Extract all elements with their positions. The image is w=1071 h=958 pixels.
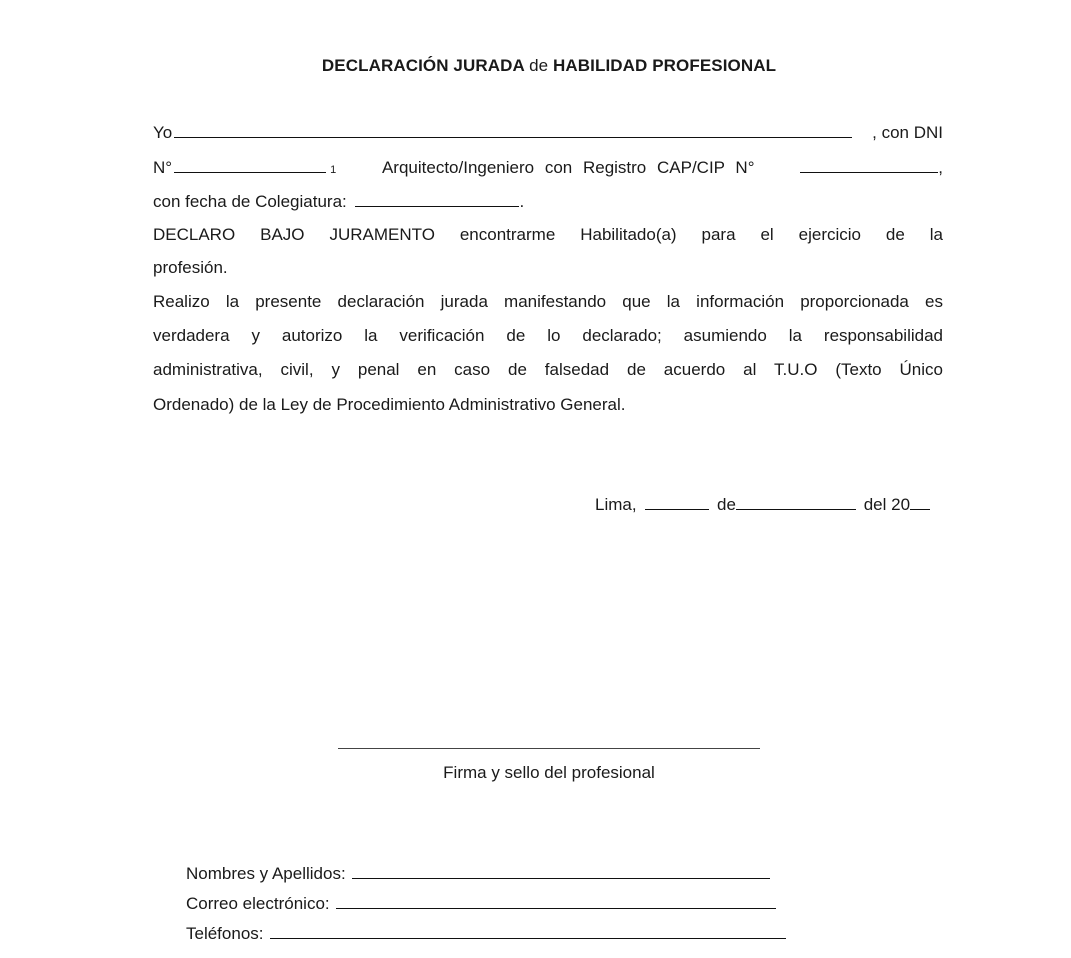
- declaro-line-2: profesión.: [153, 258, 228, 277]
- names-label: Nombres y Apellidos:: [186, 864, 346, 883]
- registration-comma: ,: [938, 158, 943, 177]
- dni-label: , con DNI: [872, 123, 943, 142]
- dni-number-blank[interactable]: [174, 155, 326, 173]
- signature-line[interactable]: [338, 748, 760, 749]
- email-blank[interactable]: [336, 891, 776, 909]
- names-blank[interactable]: [352, 861, 770, 879]
- declarant-name-line: [153, 120, 943, 142]
- collegiate-date-blank[interactable]: [355, 189, 519, 207]
- phones-label: Teléfonos:: [186, 924, 264, 943]
- dni-number-label: N°: [153, 158, 173, 177]
- email-field: [186, 891, 776, 915]
- yo-label: Yo: [153, 123, 173, 142]
- title-part-3: HABILIDAD PROFESIONAL: [553, 56, 777, 75]
- collegiate-date-label: con fecha de Colegiatura:: [153, 192, 347, 211]
- realizo-line-1: Realizo la presente declaración jurada manifestando que la información proporcionada es: [153, 292, 943, 311]
- declaro-line-1: DECLARO BAJO JURAMENTO encontrarme Habilitado(a) para el ejercicio de la: [153, 225, 943, 244]
- signature-caption: Firma y sello del profesional: [443, 763, 655, 782]
- date-line: [595, 492, 930, 516]
- realizo-line-3: administrativa, civil, y penal en caso de falsedad de acuerdo al T.U.O (Texto Único: [153, 360, 943, 379]
- city-label: Lima,: [595, 495, 637, 514]
- month-blank[interactable]: [736, 492, 856, 510]
- realizo-line-2: verdadera y autorizo la verificación de lo declarado; asumiendo la responsabilidad: [153, 326, 943, 345]
- cap-cip-number-blank[interactable]: [800, 155, 938, 173]
- document-title: [0, 56, 1071, 76]
- collegiate-date-period: .: [519, 192, 525, 211]
- year-label: del 20: [863, 495, 911, 514]
- realizo-line-4: Ordenado) de la Ley de Procedimiento Administrativo General.: [153, 395, 626, 414]
- month-de-label: de: [717, 495, 736, 514]
- day-blank[interactable]: [645, 492, 709, 510]
- email-label: Correo electrónico:: [186, 894, 330, 913]
- names-field: [186, 861, 770, 885]
- title-part-1: DECLARACIÓN JURADA: [321, 56, 525, 75]
- registration-label: Arquitecto/Ingeniero con Registro CAP/CIP N°: [381, 158, 755, 177]
- declarant-name-blank[interactable]: [174, 120, 852, 138]
- phones-blank[interactable]: [270, 921, 786, 939]
- registration-line: N° 1 Arquitecto/Ingeniero con Registro CAP/CIP N° ,: [153, 155, 943, 177]
- year-blank[interactable]: [910, 492, 930, 510]
- collegiate-date-line: [153, 189, 943, 211]
- title-part-2: de: [529, 56, 549, 75]
- phones-field: [186, 921, 786, 945]
